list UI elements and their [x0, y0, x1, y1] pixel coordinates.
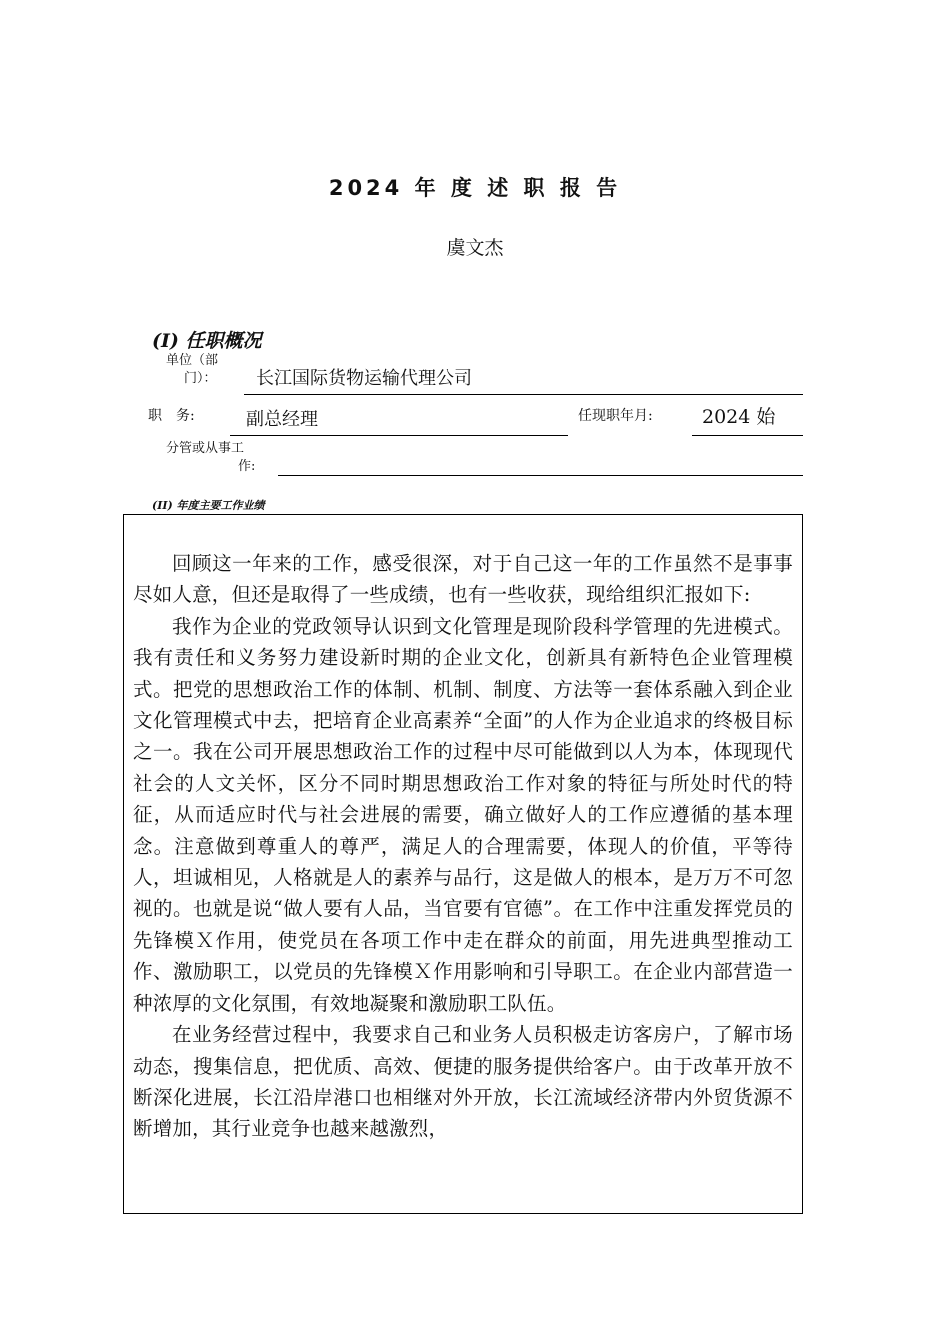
paragraph: 在业务经营过程中，我要求自己和业务人员积极走访客房户，了解市场动态，搜集信息，把优质、高效、便捷的服务提供给客户。由于改革开放不断深化进展，长江沿岸港口也相继对外开放，长江流域经济带内外贸货源不断增加，其行业竞争也越来越激烈，: [133, 1023, 793, 1141]
unit-underline: [244, 394, 803, 395]
tenure-value: 2024 始: [702, 406, 776, 428]
unit-label-line2: 门）：: [184, 371, 217, 386]
section2-heading: (II) 年度主要工作业绩: [152, 499, 265, 512]
tenure-underline: [692, 435, 803, 436]
unit-value: 长江国际货物运输代理公司: [256, 368, 472, 389]
position-underline: [230, 435, 568, 436]
work-performance-content: [124, 515, 802, 1145]
duty-label-line2: 作:: [238, 459, 256, 474]
author-name: 虞文杰: [446, 237, 504, 259]
document-title: 2024 年 度 述 职 报 告: [328, 176, 622, 200]
tenure-label: 任现职年月:: [578, 408, 653, 424]
position-label: 职 务:: [148, 408, 195, 424]
duty-underline: [278, 475, 803, 476]
paragraph: 回顾这一年来的工作，感受很深，对于自己这一年的工作虽然不是事事尽如人意，但还是取得了一些成绩，也有一些收获，现给组织汇报如下:: [133, 552, 793, 607]
unit-label-line1: 单位（部: [166, 353, 219, 368]
duty-label-line1: 分管或从事工: [166, 441, 245, 456]
section1-heading: (I) 任职概况: [152, 330, 262, 352]
position-value: 副总经理: [246, 409, 318, 430]
paragraph: 我作为企业的党政领导认识到文化管理是现阶段科学管理的先进模式。我有责任和义务努力建设新时期的企业文化，创新具有新特色企业管理模式。把党的思想政治工作的体制、机制、制度、方法等一套体系融入到企业文化管理模式中去，把培育企业高素养“全面”的人作为企业追求的终极目标之一。我在公司开展思想政治工作的过程中尽可能做到以人为本，体现现代社会的人文关怀，区分不同时期思想政治工作对象的特征与所处时代的特征，从而适应时代与社会进展的需要，确立做好人的工作应遵循的基本理念。注意做到尊重人的尊严，满足人的合理需要，体现人的价值，平等待人，坦诚相见，人格就是人的素养与品行，这是做人的根本，是万万不可忽视的。也就是说“做人要有人品，当官要有官德”。在工作中注重发挥党员的先锋模Ｘ作用，使党员在各项工作中走在群众的前面，用先进典型推动工作、激励职工，以党员的先锋模Ｘ作用影响和引导职工。在企业内部营造一种浓厚的文化氛围，有效地凝聚和激励职工队伍。: [133, 614, 793, 1015]
duty-label: [166, 440, 276, 476]
work-performance-box: [123, 514, 803, 1214]
unit-label: [166, 352, 244, 388]
